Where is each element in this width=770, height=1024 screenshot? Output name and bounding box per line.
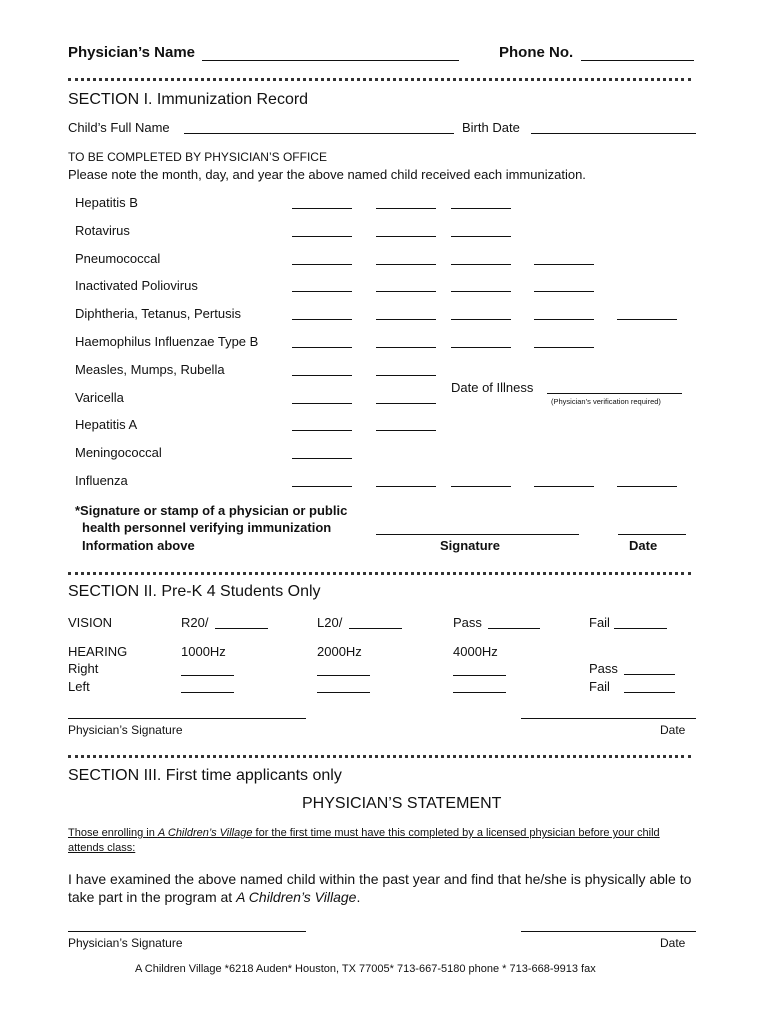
physician-name-label: Physician’s Name (68, 44, 196, 61)
birth-date-label: Birth Date (462, 120, 520, 135)
right-2000hz-field[interactable] (317, 675, 370, 676)
hearing-pass-field[interactable] (624, 674, 675, 675)
vaccine-label: Rotavirus (75, 222, 130, 238)
vaccine-dose-date-field[interactable] (451, 347, 511, 348)
section-divider (68, 755, 691, 758)
vaccine-label: Pneumococcal (75, 250, 161, 266)
verification-note: (Physician’s verification required) (551, 397, 661, 406)
hearing-label: HEARING (68, 644, 128, 659)
vaccine-dose-date-field[interactable] (534, 347, 594, 348)
vaccine-dose-date-field[interactable] (617, 319, 677, 320)
hearing-fail-field[interactable] (624, 692, 675, 693)
vaccine-dose-date-field[interactable] (451, 291, 511, 292)
statement-heading: PHYSICIAN’S STATEMENT (302, 795, 502, 812)
vaccine-dose-date-field[interactable] (292, 403, 352, 404)
vaccine-label: Measles, Mumps, Rubella (75, 361, 225, 377)
section3-title: SECTION III. First time applicants only (68, 767, 342, 784)
signature-note-line2: health personnel verifying immunization (82, 520, 332, 535)
enrollment-notice-school: A Children’s Village (157, 827, 253, 839)
vaccine-dose-date-field[interactable] (292, 458, 352, 459)
vaccine-dose-date-field[interactable] (376, 486, 436, 487)
hz4000-label: 4000Hz (453, 644, 498, 659)
statement-physician-signature-label: Physician’s Signature (68, 936, 183, 950)
hz2000-label: 2000Hz (317, 644, 362, 659)
right-1000hz-field[interactable] (181, 675, 234, 676)
vaccine-dose-date-field[interactable] (376, 403, 436, 404)
section1-title: SECTION I. Immunization Record (68, 91, 309, 108)
office-heading: TO BE COMPLETED BY PHYSICIAN’S OFFICE (68, 150, 327, 164)
statement-line2-prefix: take part in the program at (68, 889, 237, 905)
enrollment-notice-part2: for the first time must have this completed by a licensed physician before your child (252, 827, 660, 839)
vaccine-dose-date-field[interactable] (292, 236, 352, 237)
date-label: Date (629, 538, 658, 553)
birth-date-field[interactable] (531, 133, 696, 134)
statement-line2-suffix: . (356, 889, 361, 905)
statement-physician-signature-field[interactable] (68, 931, 306, 932)
vaccine-dose-date-field[interactable] (534, 291, 594, 292)
vaccine-dose-date-field[interactable] (292, 291, 352, 292)
hz1000-label: 1000Hz (181, 644, 226, 659)
l20-field[interactable] (349, 628, 402, 629)
left-ear-label: Left (68, 679, 90, 694)
preK-physician-signature-label: Physician’s Signature (68, 723, 183, 737)
vaccine-dose-date-field[interactable] (451, 236, 511, 237)
vaccine-dose-date-field[interactable] (451, 264, 511, 265)
vision-label: VISION (68, 615, 113, 630)
preK-date-label: Date (660, 723, 686, 737)
hearing-fail-label: Fail (589, 679, 610, 694)
vaccine-dose-date-field[interactable] (292, 264, 352, 265)
vaccine-dose-date-field[interactable] (451, 319, 511, 320)
vaccine-label: Influenza (75, 473, 128, 488)
section-divider (68, 572, 691, 575)
phone-field[interactable] (581, 60, 694, 61)
vaccine-dose-date-field[interactable] (376, 236, 436, 237)
vaccine-label: Varicella (75, 389, 124, 405)
r20-label: R20/ (181, 615, 209, 630)
left-2000hz-field[interactable] (317, 692, 370, 693)
physician-name-field[interactable] (202, 60, 459, 61)
preK-physician-signature-field[interactable] (68, 718, 306, 719)
vaccine-dose-date-field[interactable] (292, 208, 352, 209)
enrollment-notice-part1: Those enrolling in (68, 827, 158, 839)
vaccine-dose-date-field[interactable] (292, 319, 352, 320)
section-divider (68, 78, 691, 81)
vaccine-dose-date-field[interactable] (451, 208, 511, 209)
vaccine-dose-date-field[interactable] (292, 347, 352, 348)
vaccine-dose-date-field[interactable] (376, 291, 436, 292)
l20-label: L20/ (317, 615, 343, 630)
vaccine-dose-date-field[interactable] (451, 486, 511, 487)
statement-line2 (68, 889, 360, 905)
vision-fail-label: Fail (589, 615, 610, 630)
vaccine-dose-date-field[interactable] (376, 208, 436, 209)
vaccine-dose-date-field[interactable] (376, 347, 436, 348)
r20-field[interactable] (215, 628, 268, 629)
statement-date-label: Date (660, 936, 686, 950)
signature-label: Signature (440, 538, 500, 553)
immunization-date-field[interactable] (618, 534, 686, 535)
vaccine-dose-date-field[interactable] (376, 319, 436, 320)
immunization-signature-field[interactable] (376, 534, 579, 535)
vaccine-dose-date-field[interactable] (292, 430, 352, 431)
vaccine-dose-date-field[interactable] (617, 486, 677, 487)
phone-label: Phone No. (499, 44, 574, 61)
right-4000hz-field[interactable] (453, 675, 506, 676)
left-1000hz-field[interactable] (181, 692, 234, 693)
vaccine-dose-date-field[interactable] (534, 264, 594, 265)
vaccine-dose-date-field[interactable] (376, 430, 436, 431)
vision-pass-field[interactable] (488, 628, 540, 629)
child-name-label: Child’s Full Name (68, 120, 170, 135)
vaccine-dose-date-field[interactable] (534, 486, 594, 487)
vaccine-dose-date-field[interactable] (292, 375, 352, 376)
signature-note-line3: Information above (82, 538, 195, 553)
vision-fail-field[interactable] (614, 628, 667, 629)
vaccine-label: Hepatitis A (75, 417, 138, 433)
statement-date-field[interactable] (521, 931, 696, 932)
section2-title: SECTION II. Pre-K 4 Students Only (68, 583, 321, 600)
date-of-illness-field[interactable] (547, 393, 682, 394)
child-name-field[interactable] (184, 133, 454, 134)
vaccine-dose-date-field[interactable] (292, 486, 352, 487)
enrollment-notice (68, 827, 660, 839)
vision-pass-label: Pass (453, 615, 482, 630)
preK-date-field[interactable] (521, 718, 696, 719)
hearing-pass-label: Pass (589, 661, 618, 676)
vaccine-dose-date-field[interactable] (376, 375, 436, 376)
vaccine-label: Haemophilus Influenzae Type B (75, 334, 259, 349)
signature-note-line1: *Signature or stamp of a physician or public (75, 503, 348, 518)
instructions: Please note the month, day, and year the above named child received each immunization. (68, 167, 586, 182)
vaccine-label: Diphtheria, Tetanus, Pertusis (75, 306, 241, 322)
statement-line1: I have examined the above named child within the past year and find that he/she is physically able to (68, 871, 692, 887)
vaccine-label: Hepatitis B (75, 195, 138, 210)
vaccine-dose-date-field[interactable] (376, 264, 436, 265)
footer-address: A Children Village *6218 Auden* Houston, TX 77005* 713-667-5180 phone * 713-668-9913 fax (135, 963, 596, 975)
statement-school-name: A Children’s Village (236, 889, 357, 905)
left-4000hz-field[interactable] (453, 692, 506, 693)
date-of-illness-label: Date of Illness (451, 380, 534, 395)
vaccine-label: Inactivated Poliovirus (75, 278, 198, 294)
right-ear-label: Right (68, 661, 99, 676)
enrollment-notice-line2: attends class: (68, 842, 136, 854)
vaccine-dose-date-field[interactable] (534, 319, 594, 320)
vaccine-label: Meningococcal (75, 445, 162, 461)
